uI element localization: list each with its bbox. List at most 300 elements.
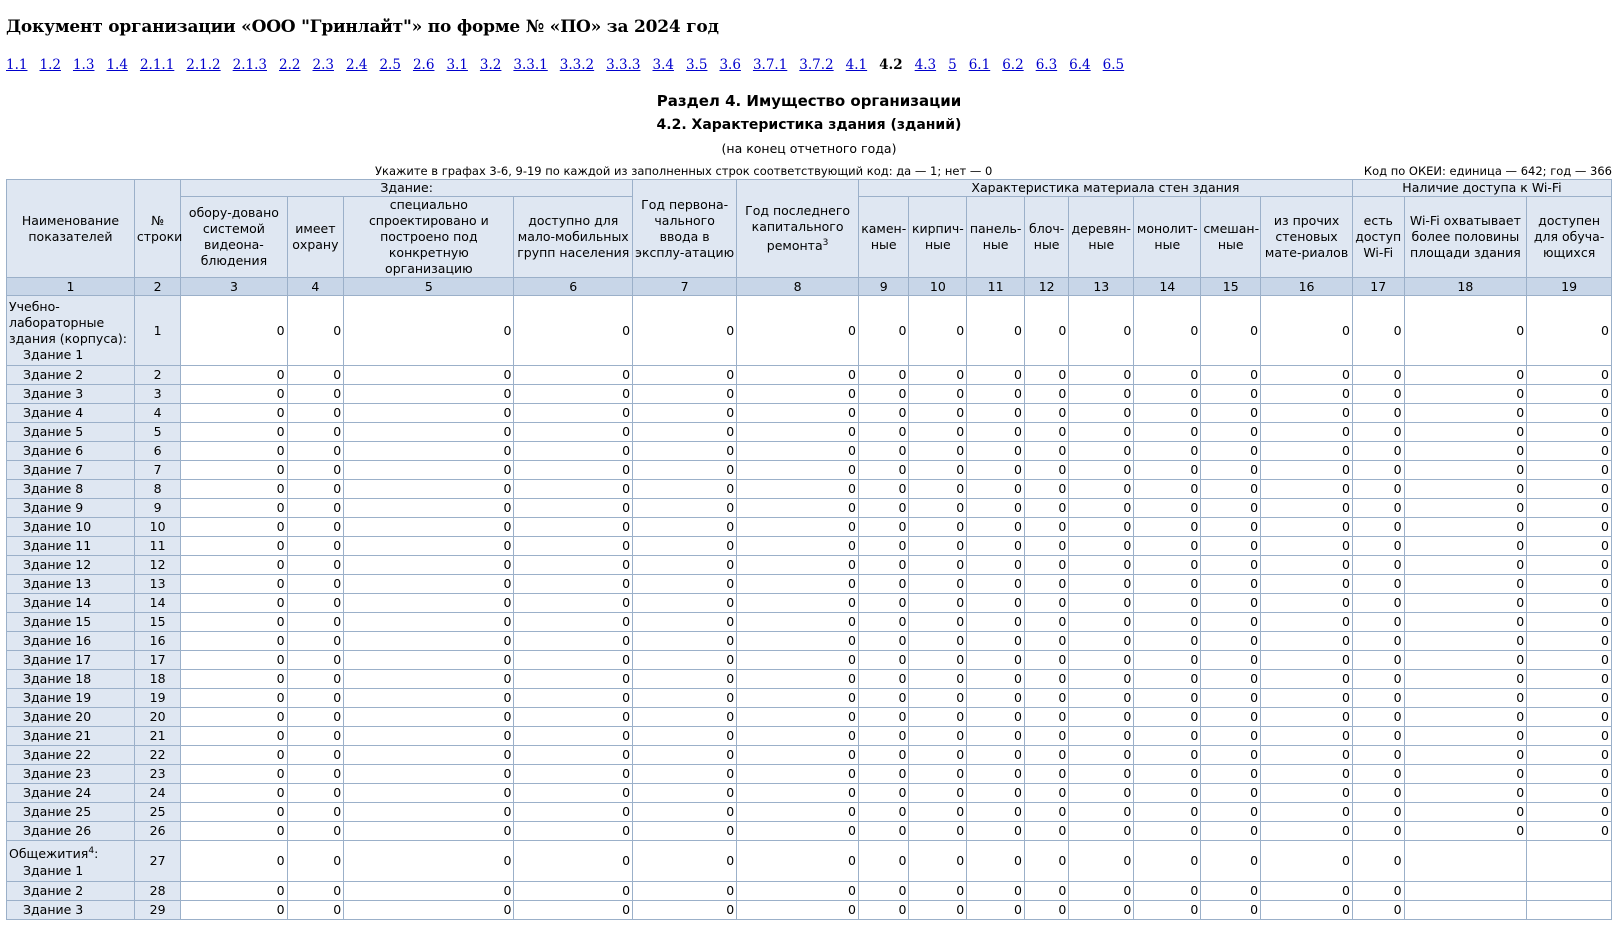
cell-col-4[interactable]: 0 <box>287 556 344 575</box>
cell-col-10[interactable]: 0 <box>909 575 967 594</box>
cell-col-16[interactable]: 0 <box>1261 901 1353 920</box>
cell-col-9[interactable]: 0 <box>858 901 909 920</box>
cell-col-11[interactable]: 0 <box>967 727 1025 746</box>
cell-col-4[interactable]: 0 <box>287 822 344 841</box>
cell-col-6[interactable]: 0 <box>514 746 633 765</box>
cell-col-8[interactable]: 0 <box>737 689 859 708</box>
nav-link-1-1[interactable]: 1.1 <box>6 57 28 73</box>
cell-col-13[interactable]: 0 <box>1069 841 1134 882</box>
cell-col-16[interactable]: 0 <box>1261 366 1353 385</box>
cell-col-6[interactable]: 0 <box>514 404 633 423</box>
cell-col-12[interactable]: 0 <box>1024 518 1068 537</box>
cell-col-18[interactable]: 0 <box>1404 537 1527 556</box>
cell-col-12[interactable]: 0 <box>1024 423 1068 442</box>
cell-col-16[interactable]: 0 <box>1261 670 1353 689</box>
cell-col-15[interactable]: 0 <box>1201 556 1261 575</box>
cell-col-8[interactable]: 0 <box>737 882 859 901</box>
cell-col-5[interactable]: 0 <box>344 404 514 423</box>
cell-col-19[interactable]: 0 <box>1527 537 1612 556</box>
cell-col-7[interactable]: 0 <box>633 746 737 765</box>
cell-col-7[interactable]: 0 <box>633 822 737 841</box>
cell-col-7[interactable]: 0 <box>633 556 737 575</box>
cell-col-6[interactable]: 0 <box>514 901 633 920</box>
cell-col-10[interactable]: 0 <box>909 632 967 651</box>
cell-col-13[interactable]: 0 <box>1069 803 1134 822</box>
cell-col-17[interactable]: 0 <box>1352 708 1404 727</box>
cell-col-8[interactable]: 0 <box>737 670 859 689</box>
cell-col-5[interactable]: 0 <box>344 537 514 556</box>
cell-col-17[interactable]: 0 <box>1352 594 1404 613</box>
cell-col-14[interactable]: 0 <box>1134 746 1201 765</box>
cell-col-15[interactable]: 0 <box>1201 366 1261 385</box>
cell-col-6[interactable]: 0 <box>514 727 633 746</box>
cell-col-5[interactable]: 0 <box>344 366 514 385</box>
nav-link-2-1-2[interactable]: 2.1.2 <box>186 57 221 73</box>
cell-col-10[interactable]: 0 <box>909 841 967 882</box>
cell-col-5[interactable]: 0 <box>344 461 514 480</box>
nav-link-4-3[interactable]: 4.3 <box>914 57 937 73</box>
cell-col-14[interactable]: 0 <box>1134 670 1201 689</box>
cell-col-9[interactable]: 0 <box>858 841 909 882</box>
cell-col-18[interactable]: 0 <box>1404 803 1527 822</box>
cell-col-11[interactable]: 0 <box>967 708 1025 727</box>
cell-col-6[interactable]: 0 <box>514 537 633 556</box>
cell-col-12[interactable]: 0 <box>1024 784 1068 803</box>
cell-col-19[interactable]: 0 <box>1527 727 1612 746</box>
cell-col-18[interactable]: 0 <box>1404 480 1527 499</box>
cell-col-10[interactable]: 0 <box>909 499 967 518</box>
cell-col-17[interactable]: 0 <box>1352 689 1404 708</box>
cell-col-8[interactable]: 0 <box>737 442 859 461</box>
cell-col-11[interactable]: 0 <box>967 537 1025 556</box>
cell-col-3[interactable]: 0 <box>181 803 287 822</box>
nav-link-3-2[interactable]: 3.2 <box>479 57 502 73</box>
cell-col-19[interactable]: 0 <box>1527 689 1612 708</box>
cell-col-15[interactable]: 0 <box>1201 822 1261 841</box>
cell-col-8[interactable]: 0 <box>737 537 859 556</box>
cell-col-4[interactable]: 0 <box>287 366 344 385</box>
cell-col-12[interactable]: 0 <box>1024 841 1068 882</box>
cell-col-5[interactable]: 0 <box>344 385 514 404</box>
cell-col-17[interactable]: 0 <box>1352 784 1404 803</box>
cell-col-8[interactable]: 0 <box>737 296 859 366</box>
cell-col-10[interactable]: 0 <box>909 461 967 480</box>
cell-col-5[interactable]: 0 <box>344 708 514 727</box>
cell-col-11[interactable]: 0 <box>967 575 1025 594</box>
cell-col-12[interactable]: 0 <box>1024 499 1068 518</box>
cell-col-15[interactable]: 0 <box>1201 651 1261 670</box>
cell-col-11[interactable]: 0 <box>967 746 1025 765</box>
cell-col-15[interactable]: 0 <box>1201 746 1261 765</box>
cell-col-3[interactable]: 0 <box>181 537 287 556</box>
cell-col-9[interactable]: 0 <box>858 594 909 613</box>
cell-col-17[interactable]: 0 <box>1352 404 1404 423</box>
cell-col-10[interactable]: 0 <box>909 670 967 689</box>
cell-col-7[interactable]: 0 <box>633 613 737 632</box>
cell-col-5[interactable]: 0 <box>344 670 514 689</box>
cell-col-16[interactable]: 0 <box>1261 385 1353 404</box>
cell-col-8[interactable]: 0 <box>737 822 859 841</box>
cell-col-13[interactable]: 0 <box>1069 594 1134 613</box>
cell-col-16[interactable]: 0 <box>1261 518 1353 537</box>
nav-link-4-1[interactable]: 4.1 <box>845 57 868 73</box>
nav-link-6-2[interactable]: 6.2 <box>1002 57 1024 73</box>
cell-col-14[interactable]: 0 <box>1134 366 1201 385</box>
cell-col-15[interactable]: 0 <box>1201 765 1261 784</box>
cell-col-6[interactable]: 0 <box>514 366 633 385</box>
cell-col-10[interactable]: 0 <box>909 784 967 803</box>
cell-col-15[interactable]: 0 <box>1201 803 1261 822</box>
cell-col-3[interactable]: 0 <box>181 632 287 651</box>
cell-col-9[interactable]: 0 <box>858 556 909 575</box>
cell-col-19[interactable]: 0 <box>1527 556 1612 575</box>
cell-col-16[interactable]: 0 <box>1261 632 1353 651</box>
cell-col-18[interactable]: 0 <box>1404 765 1527 784</box>
cell-col-11[interactable]: 0 <box>967 442 1025 461</box>
nav-link-2-1-1[interactable]: 2.1.1 <box>139 57 175 73</box>
cell-col-19[interactable]: 0 <box>1527 499 1612 518</box>
cell-col-14[interactable]: 0 <box>1134 803 1201 822</box>
cell-col-19[interactable]: 0 <box>1527 296 1612 366</box>
cell-col-11[interactable]: 0 <box>967 765 1025 784</box>
cell-col-9[interactable]: 0 <box>858 822 909 841</box>
cell-col-18[interactable]: 0 <box>1404 385 1527 404</box>
cell-col-11[interactable]: 0 <box>967 670 1025 689</box>
cell-col-4[interactable]: 0 <box>287 901 344 920</box>
cell-col-4[interactable]: 0 <box>287 882 344 901</box>
cell-col-15[interactable]: 0 <box>1201 461 1261 480</box>
cell-col-3[interactable]: 0 <box>181 882 287 901</box>
cell-col-8[interactable]: 0 <box>737 556 859 575</box>
cell-col-19[interactable]: 0 <box>1527 670 1612 689</box>
cell-col-3[interactable]: 0 <box>181 841 287 882</box>
cell-col-7[interactable]: 0 <box>633 480 737 499</box>
nav-link-5[interactable]: 5 <box>948 57 957 73</box>
cell-col-4[interactable]: 0 <box>287 765 344 784</box>
cell-col-3[interactable]: 0 <box>181 499 287 518</box>
cell-col-7[interactable]: 0 <box>633 689 737 708</box>
cell-col-15[interactable]: 0 <box>1201 480 1261 499</box>
cell-col-12[interactable]: 0 <box>1024 404 1068 423</box>
cell-col-18[interactable]: 0 <box>1404 784 1527 803</box>
cell-col-15[interactable]: 0 <box>1201 296 1261 366</box>
cell-col-16[interactable]: 0 <box>1261 442 1353 461</box>
cell-col-17[interactable]: 0 <box>1352 423 1404 442</box>
cell-col-8[interactable]: 0 <box>737 404 859 423</box>
cell-col-6[interactable]: 0 <box>514 575 633 594</box>
cell-col-6[interactable]: 0 <box>514 385 633 404</box>
cell-col-19[interactable]: 0 <box>1527 708 1612 727</box>
cell-col-17[interactable]: 0 <box>1352 366 1404 385</box>
cell-col-3[interactable]: 0 <box>181 480 287 499</box>
cell-col-10[interactable]: 0 <box>909 442 967 461</box>
nav-link-3-4[interactable]: 3.4 <box>652 57 674 73</box>
cell-col-7[interactable]: 0 <box>633 708 737 727</box>
cell-col-4[interactable]: 0 <box>287 784 344 803</box>
cell-col-4[interactable]: 0 <box>287 727 344 746</box>
cell-col-6[interactable]: 0 <box>514 670 633 689</box>
cell-col-8[interactable]: 0 <box>737 901 859 920</box>
cell-col-10[interactable]: 0 <box>909 803 967 822</box>
cell-col-6[interactable]: 0 <box>514 841 633 882</box>
cell-col-14[interactable]: 0 <box>1134 727 1201 746</box>
cell-col-10[interactable]: 0 <box>909 689 967 708</box>
cell-col-5[interactable]: 0 <box>344 296 514 366</box>
cell-col-3[interactable]: 0 <box>181 594 287 613</box>
cell-col-19[interactable]: 0 <box>1527 651 1612 670</box>
cell-col-8[interactable]: 0 <box>737 575 859 594</box>
cell-col-12[interactable]: 0 <box>1024 803 1068 822</box>
cell-col-19[interactable]: 0 <box>1527 461 1612 480</box>
cell-col-15[interactable]: 0 <box>1201 404 1261 423</box>
cell-col-13[interactable]: 0 <box>1069 727 1134 746</box>
cell-col-19[interactable]: 0 <box>1527 404 1612 423</box>
cell-col-7[interactable]: 0 <box>633 727 737 746</box>
cell-col-11[interactable]: 0 <box>967 404 1025 423</box>
cell-col-3[interactable]: 0 <box>181 765 287 784</box>
cell-col-6[interactable]: 0 <box>514 689 633 708</box>
cell-col-10[interactable]: 0 <box>909 480 967 499</box>
cell-col-15[interactable]: 0 <box>1201 708 1261 727</box>
cell-col-9[interactable]: 0 <box>858 404 909 423</box>
cell-col-18[interactable]: 0 <box>1404 366 1527 385</box>
cell-col-3[interactable]: 0 <box>181 708 287 727</box>
cell-col-8[interactable]: 0 <box>737 480 859 499</box>
nav-link-2-3[interactable]: 2.3 <box>312 57 334 73</box>
cell-col-17[interactable]: 0 <box>1352 803 1404 822</box>
cell-col-18[interactable]: 0 <box>1404 670 1527 689</box>
cell-col-9[interactable]: 0 <box>858 708 909 727</box>
cell-col-5[interactable]: 0 <box>344 442 514 461</box>
cell-col-4[interactable]: 0 <box>287 423 344 442</box>
cell-col-19[interactable]: 0 <box>1527 803 1612 822</box>
cell-col-16[interactable]: 0 <box>1261 708 1353 727</box>
cell-col-19[interactable]: 0 <box>1527 632 1612 651</box>
cell-col-16[interactable]: 0 <box>1261 575 1353 594</box>
cell-col-12[interactable]: 0 <box>1024 765 1068 784</box>
cell-col-9[interactable]: 0 <box>858 537 909 556</box>
cell-col-4[interactable]: 0 <box>287 499 344 518</box>
cell-col-13[interactable]: 0 <box>1069 499 1134 518</box>
cell-col-19[interactable]: 0 <box>1527 385 1612 404</box>
cell-col-6[interactable]: 0 <box>514 499 633 518</box>
cell-col-4[interactable]: 0 <box>287 594 344 613</box>
cell-col-16[interactable]: 0 <box>1261 727 1353 746</box>
cell-col-8[interactable]: 0 <box>737 746 859 765</box>
nav-link-1-3[interactable]: 1.3 <box>72 57 95 73</box>
cell-col-18[interactable]: 0 <box>1404 404 1527 423</box>
cell-col-7[interactable]: 0 <box>633 670 737 689</box>
cell-col-19[interactable]: 0 <box>1527 366 1612 385</box>
cell-col-6[interactable]: 0 <box>514 784 633 803</box>
cell-col-7[interactable]: 0 <box>633 882 737 901</box>
cell-col-5[interactable]: 0 <box>344 746 514 765</box>
cell-col-14[interactable]: 0 <box>1134 556 1201 575</box>
cell-col-5[interactable]: 0 <box>344 613 514 632</box>
cell-col-17[interactable]: 0 <box>1352 480 1404 499</box>
cell-col-15[interactable]: 0 <box>1201 727 1261 746</box>
cell-col-10[interactable]: 0 <box>909 423 967 442</box>
cell-col-18[interactable]: 0 <box>1404 461 1527 480</box>
cell-col-14[interactable]: 0 <box>1134 822 1201 841</box>
nav-link-1-4[interactable]: 1.4 <box>106 57 128 73</box>
cell-col-15[interactable]: 0 <box>1201 901 1261 920</box>
cell-col-6[interactable]: 0 <box>514 632 633 651</box>
cell-col-5[interactable]: 0 <box>344 727 514 746</box>
cell-col-14[interactable]: 0 <box>1134 784 1201 803</box>
cell-col-5[interactable]: 0 <box>344 651 514 670</box>
cell-col-17[interactable]: 0 <box>1352 613 1404 632</box>
cell-col-14[interactable]: 0 <box>1134 882 1201 901</box>
cell-col-3[interactable]: 0 <box>181 746 287 765</box>
cell-col-11[interactable]: 0 <box>967 366 1025 385</box>
cell-col-8[interactable]: 0 <box>737 518 859 537</box>
cell-col-11[interactable]: 0 <box>967 632 1025 651</box>
cell-col-14[interactable]: 0 <box>1134 632 1201 651</box>
cell-col-6[interactable]: 0 <box>514 882 633 901</box>
cell-col-16[interactable]: 0 <box>1261 594 1353 613</box>
cell-col-17[interactable]: 0 <box>1352 385 1404 404</box>
cell-col-15[interactable]: 0 <box>1201 385 1261 404</box>
cell-col-9[interactable]: 0 <box>858 803 909 822</box>
cell-col-12[interactable]: 0 <box>1024 746 1068 765</box>
nav-link-3-6[interactable]: 3.6 <box>719 57 741 73</box>
cell-col-16[interactable]: 0 <box>1261 296 1353 366</box>
nav-link-2-4[interactable]: 2.4 <box>345 57 368 73</box>
cell-col-12[interactable]: 0 <box>1024 480 1068 499</box>
cell-col-7[interactable]: 0 <box>633 651 737 670</box>
cell-col-11[interactable]: 0 <box>967 518 1025 537</box>
cell-col-15[interactable]: 0 <box>1201 784 1261 803</box>
cell-col-3[interactable]: 0 <box>181 651 287 670</box>
cell-col-10[interactable]: 0 <box>909 727 967 746</box>
cell-col-9[interactable]: 0 <box>858 613 909 632</box>
cell-col-13[interactable]: 0 <box>1069 632 1134 651</box>
cell-col-6[interactable]: 0 <box>514 803 633 822</box>
cell-col-7[interactable]: 0 <box>633 296 737 366</box>
cell-col-14[interactable]: 0 <box>1134 651 1201 670</box>
cell-col-11[interactable]: 0 <box>967 480 1025 499</box>
cell-col-12[interactable]: 0 <box>1024 537 1068 556</box>
cell-col-5[interactable]: 0 <box>344 841 514 882</box>
cell-col-8[interactable]: 0 <box>737 708 859 727</box>
cell-col-7[interactable]: 0 <box>633 461 737 480</box>
cell-col-3[interactable]: 0 <box>181 366 287 385</box>
cell-col-14[interactable]: 0 <box>1134 385 1201 404</box>
cell-col-13[interactable]: 0 <box>1069 651 1134 670</box>
cell-col-10[interactable]: 0 <box>909 556 967 575</box>
cell-col-7[interactable]: 0 <box>633 518 737 537</box>
cell-col-9[interactable]: 0 <box>858 296 909 366</box>
cell-col-12[interactable]: 0 <box>1024 651 1068 670</box>
cell-col-13[interactable]: 0 <box>1069 423 1134 442</box>
cell-col-9[interactable]: 0 <box>858 632 909 651</box>
cell-col-12[interactable]: 0 <box>1024 575 1068 594</box>
cell-col-4[interactable]: 0 <box>287 746 344 765</box>
cell-col-7[interactable]: 0 <box>633 841 737 882</box>
cell-col-3[interactable]: 0 <box>181 423 287 442</box>
cell-col-12[interactable]: 0 <box>1024 385 1068 404</box>
cell-col-18[interactable]: 0 <box>1404 296 1527 366</box>
cell-col-13[interactable]: 0 <box>1069 689 1134 708</box>
cell-col-16[interactable]: 0 <box>1261 784 1353 803</box>
cell-col-4[interactable]: 0 <box>287 689 344 708</box>
cell-col-5[interactable]: 0 <box>344 423 514 442</box>
cell-col-14[interactable]: 0 <box>1134 708 1201 727</box>
cell-col-6[interactable]: 0 <box>514 296 633 366</box>
cell-col-12[interactable]: 0 <box>1024 708 1068 727</box>
cell-col-4[interactable]: 0 <box>287 385 344 404</box>
cell-col-18[interactable]: 0 <box>1404 518 1527 537</box>
cell-col-19[interactable]: 0 <box>1527 765 1612 784</box>
cell-col-4[interactable]: 0 <box>287 461 344 480</box>
nav-link-3-3-1[interactable]: 3.3.1 <box>513 57 548 73</box>
cell-col-13[interactable]: 0 <box>1069 461 1134 480</box>
cell-col-3[interactable]: 0 <box>181 442 287 461</box>
cell-col-7[interactable]: 0 <box>633 385 737 404</box>
cell-col-18[interactable]: 0 <box>1404 708 1527 727</box>
cell-col-13[interactable]: 0 <box>1069 518 1134 537</box>
cell-col-4[interactable]: 0 <box>287 803 344 822</box>
cell-col-7[interactable]: 0 <box>633 575 737 594</box>
cell-col-14[interactable]: 0 <box>1134 480 1201 499</box>
cell-col-13[interactable]: 0 <box>1069 537 1134 556</box>
cell-col-18[interactable]: 0 <box>1404 613 1527 632</box>
cell-col-4[interactable]: 0 <box>287 442 344 461</box>
cell-col-10[interactable]: 0 <box>909 882 967 901</box>
cell-col-19[interactable]: 0 <box>1527 594 1612 613</box>
cell-col-8[interactable]: 0 <box>737 461 859 480</box>
cell-col-17[interactable]: 0 <box>1352 461 1404 480</box>
cell-col-6[interactable]: 0 <box>514 423 633 442</box>
cell-col-4[interactable]: 0 <box>287 404 344 423</box>
cell-col-6[interactable]: 0 <box>514 822 633 841</box>
cell-col-8[interactable]: 0 <box>737 765 859 784</box>
cell-col-19[interactable]: 0 <box>1527 822 1612 841</box>
cell-col-11[interactable]: 0 <box>967 689 1025 708</box>
cell-col-11[interactable]: 0 <box>967 784 1025 803</box>
cell-col-9[interactable]: 0 <box>858 423 909 442</box>
cell-col-8[interactable]: 0 <box>737 385 859 404</box>
cell-col-8[interactable]: 0 <box>737 784 859 803</box>
cell-col-10[interactable]: 0 <box>909 366 967 385</box>
nav-link-2-5[interactable]: 2.5 <box>379 57 401 73</box>
cell-col-16[interactable]: 0 <box>1261 803 1353 822</box>
cell-col-15[interactable]: 0 <box>1201 537 1261 556</box>
cell-col-17[interactable]: 0 <box>1352 537 1404 556</box>
cell-col-17[interactable]: 0 <box>1352 727 1404 746</box>
cell-col-11[interactable]: 0 <box>967 841 1025 882</box>
cell-col-7[interactable]: 0 <box>633 404 737 423</box>
cell-col-3[interactable]: 0 <box>181 404 287 423</box>
cell-col-18[interactable]: 0 <box>1404 423 1527 442</box>
cell-col-7[interactable]: 0 <box>633 632 737 651</box>
cell-col-18[interactable]: 0 <box>1404 822 1527 841</box>
cell-col-4[interactable]: 0 <box>287 651 344 670</box>
cell-col-13[interactable]: 0 <box>1069 708 1134 727</box>
cell-col-10[interactable]: 0 <box>909 765 967 784</box>
cell-col-16[interactable]: 0 <box>1261 822 1353 841</box>
cell-col-6[interactable]: 0 <box>514 442 633 461</box>
cell-col-19[interactable]: 0 <box>1527 423 1612 442</box>
cell-col-4[interactable]: 0 <box>287 632 344 651</box>
cell-col-9[interactable]: 0 <box>858 670 909 689</box>
cell-col-4[interactable]: 0 <box>287 518 344 537</box>
cell-col-11[interactable]: 0 <box>967 803 1025 822</box>
cell-col-9[interactable]: 0 <box>858 480 909 499</box>
cell-col-8[interactable]: 0 <box>737 594 859 613</box>
cell-col-10[interactable]: 0 <box>909 296 967 366</box>
